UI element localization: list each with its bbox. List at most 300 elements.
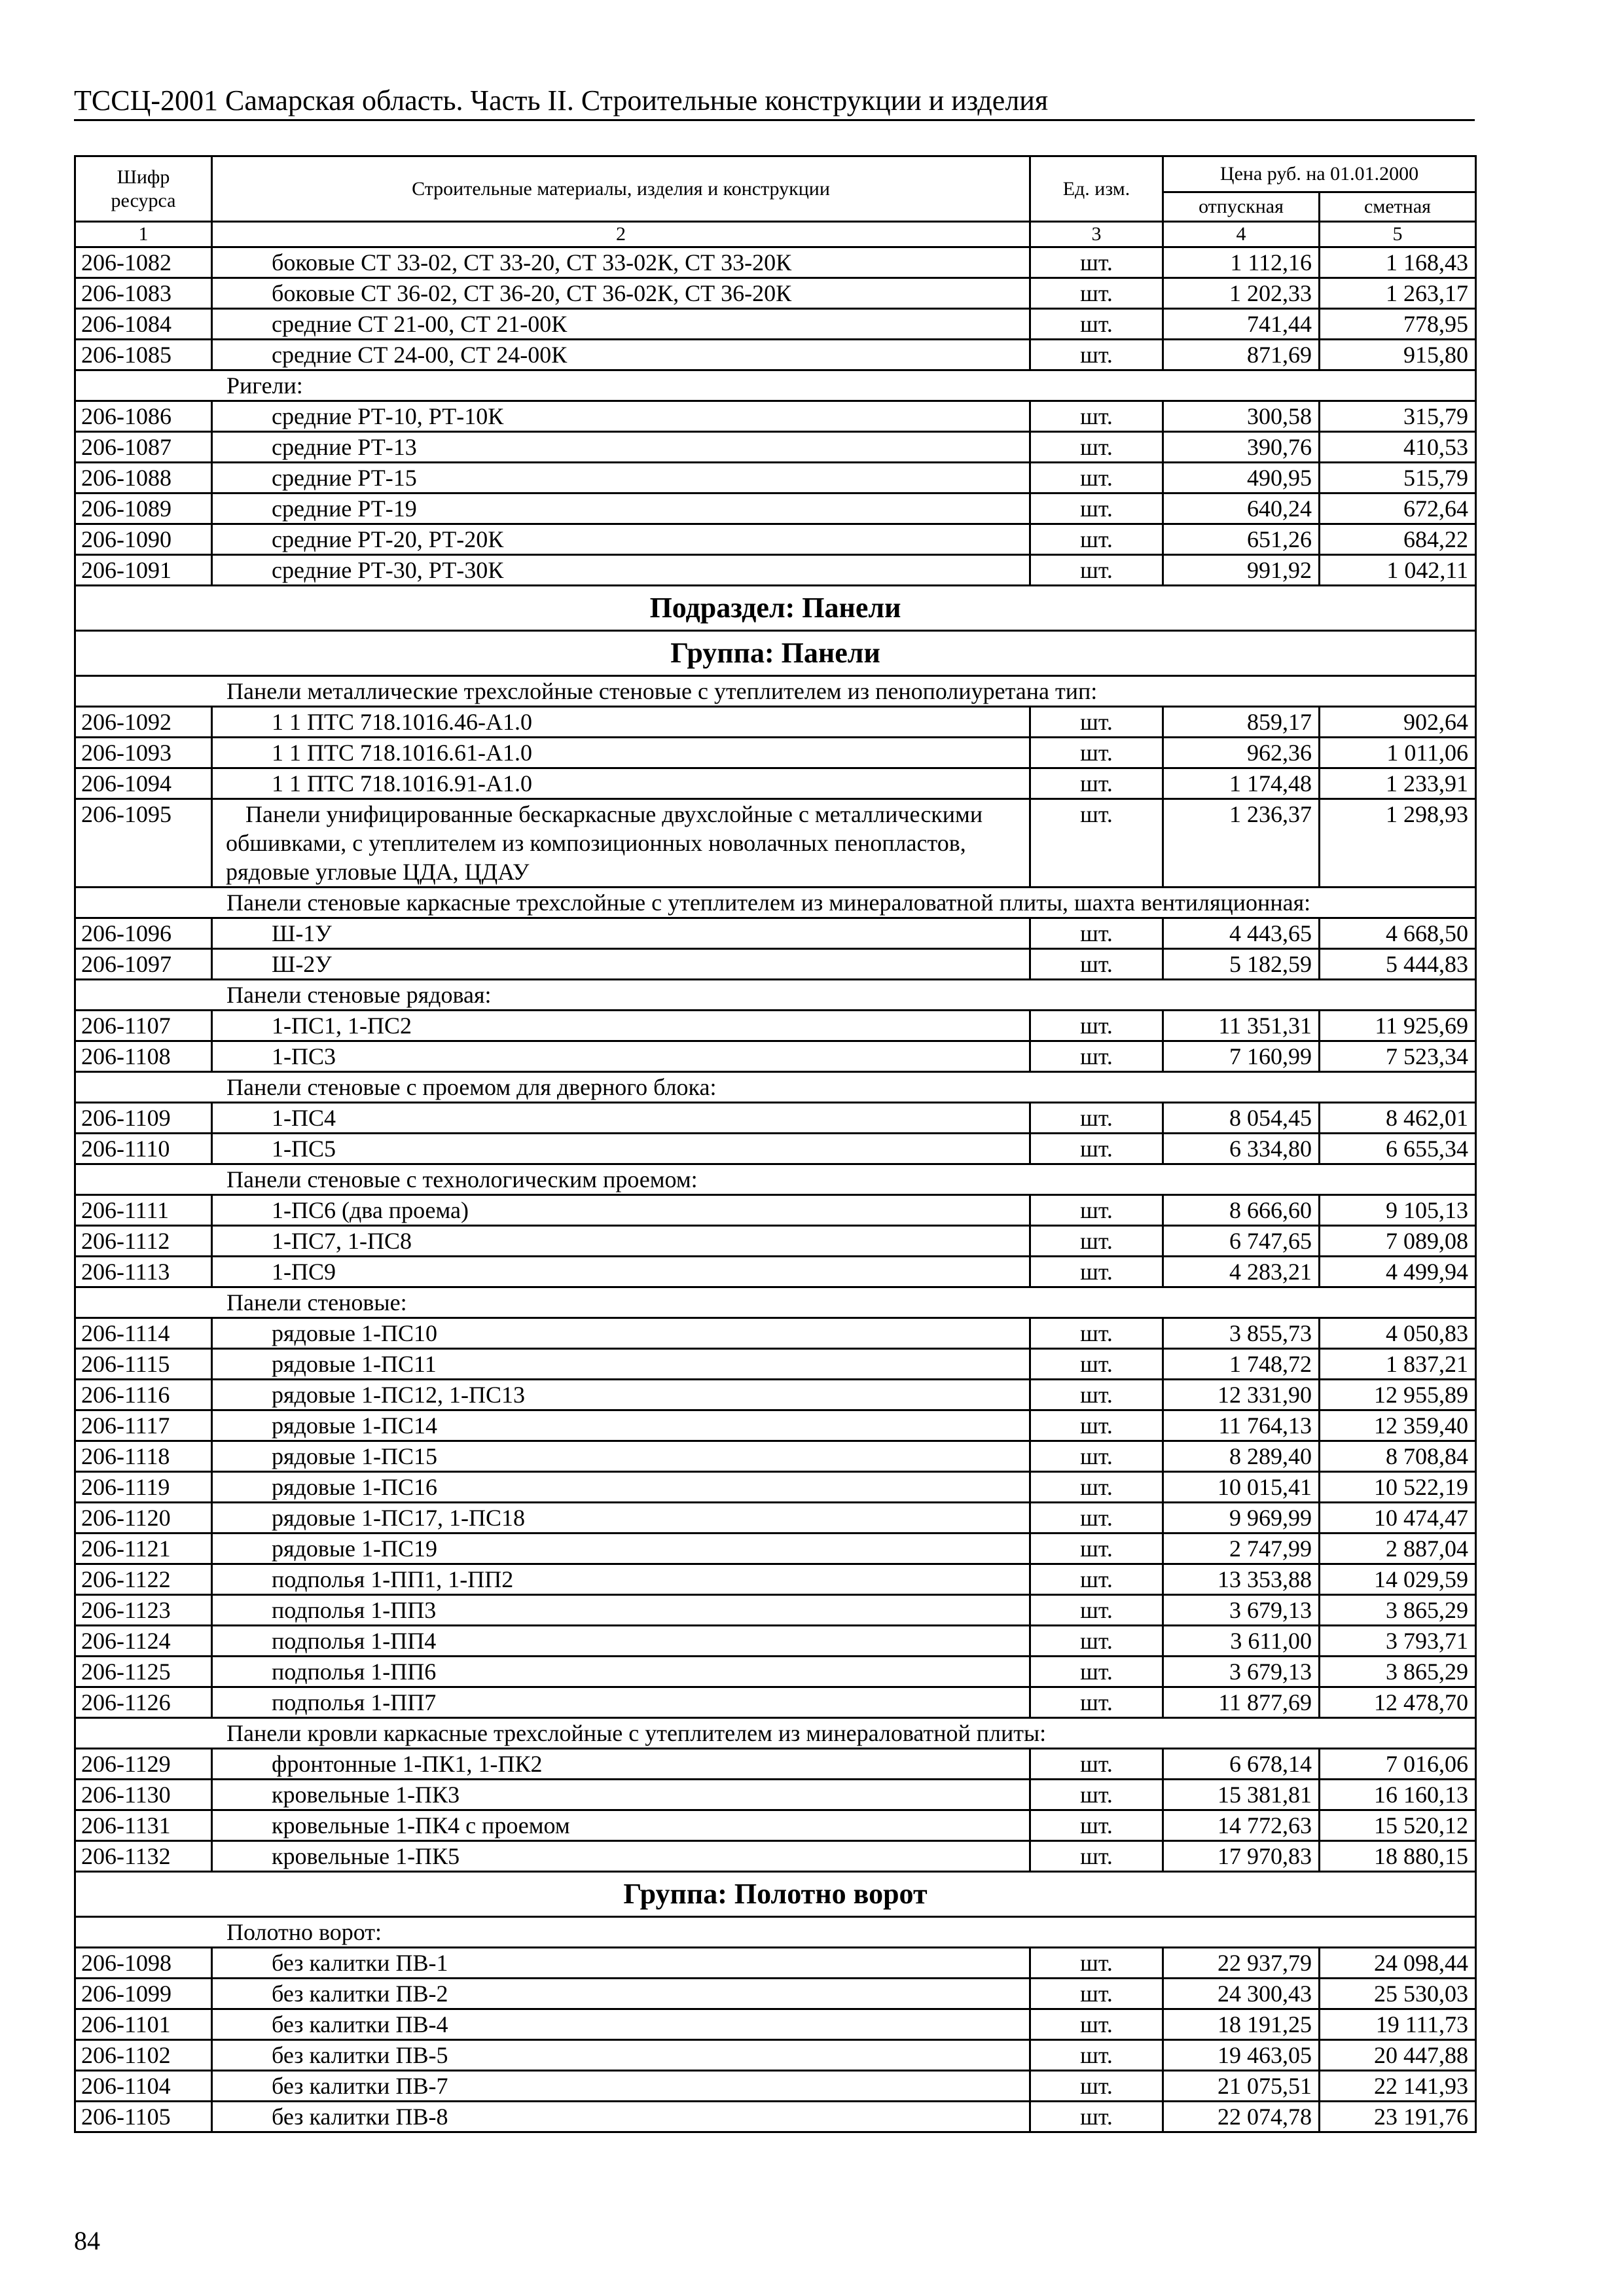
price-release: 991,92	[1163, 555, 1320, 586]
subgroup-row	[75, 1917, 1476, 1948]
resource-code: 206-1117	[75, 1410, 212, 1441]
item-name: средние РТ-19	[212, 493, 1030, 524]
table-row	[75, 1257, 1476, 1287]
resource-code: 206-1122	[75, 1564, 212, 1595]
price-release: 15 381,81	[1163, 1780, 1320, 1810]
price-estimate: 672,64	[1320, 493, 1476, 524]
resource-code: 206-1132	[75, 1841, 212, 1872]
table-row	[75, 2102, 1476, 2132]
resource-code: 206-1109	[75, 1103, 212, 1134]
resource-code: 206-1112	[75, 1226, 212, 1257]
unit: шт.	[1030, 555, 1163, 586]
unit: шт.	[1030, 493, 1163, 524]
resource-code: 206-1085	[75, 340, 212, 370]
price-estimate: 12 359,40	[1320, 1410, 1476, 1441]
unit: шт.	[1030, 1380, 1163, 1410]
price-estimate: 2 887,04	[1320, 1534, 1476, 1564]
price-estimate: 1 042,11	[1320, 555, 1476, 586]
price-release: 11 351,31	[1163, 1011, 1320, 1041]
resource-code: 206-1098	[75, 1948, 212, 1979]
subgroup-title: Панели стеновые с технологическим проемом:	[75, 1164, 1476, 1195]
resource-code: 206-1104	[75, 2071, 212, 2102]
resource-code: 206-1091	[75, 555, 212, 586]
table-row	[75, 555, 1476, 586]
unit: шт.	[1030, 707, 1163, 738]
table-row	[75, 1595, 1476, 1626]
price-release: 962,36	[1163, 738, 1320, 768]
item-name: 1-ПС3	[212, 1041, 1030, 1072]
price-estimate: 19 111,73	[1320, 2009, 1476, 2040]
resource-code: 206-1108	[75, 1041, 212, 1072]
price-release: 5 182,59	[1163, 949, 1320, 980]
resource-code: 206-1097	[75, 949, 212, 980]
table-row	[75, 1503, 1476, 1534]
unit: шт.	[1030, 278, 1163, 309]
column-number: 2	[212, 222, 1030, 247]
table-row	[75, 1948, 1476, 1979]
item-name: 1-ПС6 (два проема)	[212, 1195, 1030, 1226]
column-header-code: Шифр ресурса	[75, 156, 212, 222]
table-row	[75, 340, 1476, 370]
item-name: подполья 1-ПП7	[212, 1687, 1030, 1718]
unit: шт.	[1030, 1257, 1163, 1287]
item-name: рядовые 1-ПС19	[212, 1534, 1030, 1564]
item-name: Ш-2У	[212, 949, 1030, 980]
resource-code: 206-1107	[75, 1011, 212, 1041]
subgroup-title: Панели стеновые:	[75, 1287, 1476, 1318]
item-name: рядовые 1-ПС14	[212, 1410, 1030, 1441]
resource-code: 206-1120	[75, 1503, 212, 1534]
item-name: подполья 1-ПП6	[212, 1657, 1030, 1687]
item-name: рядовые 1-ПС12, 1-ПС13	[212, 1380, 1030, 1410]
table-row	[75, 768, 1476, 799]
unit: шт.	[1030, 949, 1163, 980]
section-row	[75, 586, 1476, 631]
price-estimate: 778,95	[1320, 309, 1476, 340]
price-estimate: 4 050,83	[1320, 1318, 1476, 1349]
resource-code: 206-1110	[75, 1134, 212, 1164]
resource-code: 206-1102	[75, 2040, 212, 2071]
price-estimate: 11 925,69	[1320, 1011, 1476, 1041]
item-name: фронтонные 1-ПК1, 1-ПК2	[212, 1749, 1030, 1780]
table-row	[75, 1780, 1476, 1810]
section-title: Подраздел: Панели	[75, 586, 1476, 631]
price-estimate: 10 474,47	[1320, 1503, 1476, 1534]
unit: шт.	[1030, 1749, 1163, 1780]
unit: шт.	[1030, 432, 1163, 463]
item-name: Панели унифицированные бескаркасные двухслойные с металлическими обшивками, с утеплителем из композиционных новолачных пенопластов, рядовые угловые ЦДА, ЦДАУ	[212, 799, 1030, 888]
item-name: боковые СТ 33-02, СТ 33-20, СТ 33-02К, СТ 33-20К	[212, 247, 1030, 278]
item-name: без калитки ПВ-5	[212, 2040, 1030, 2071]
price-estimate: 12 478,70	[1320, 1687, 1476, 1718]
price-estimate: 8 462,01	[1320, 1103, 1476, 1134]
price-estimate: 684,22	[1320, 524, 1476, 555]
item-name: рядовые 1-ПС15	[212, 1441, 1030, 1472]
price-estimate: 7 089,08	[1320, 1226, 1476, 1257]
price-release: 3 855,73	[1163, 1318, 1320, 1349]
price-estimate: 23 191,76	[1320, 2102, 1476, 2132]
section-row	[75, 1872, 1476, 1917]
unit: шт.	[1030, 2071, 1163, 2102]
resource-code: 206-1130	[75, 1780, 212, 1810]
unit: шт.	[1030, 401, 1163, 432]
table-row	[75, 2009, 1476, 2040]
subgroup-row	[75, 1072, 1476, 1103]
item-name: средние СТ 21-00, СТ 21-00К	[212, 309, 1030, 340]
price-estimate: 1 837,21	[1320, 1349, 1476, 1380]
table-row	[75, 247, 1476, 278]
price-release: 871,69	[1163, 340, 1320, 370]
resource-code: 206-1125	[75, 1657, 212, 1687]
item-name: 1 1 ПТС 718.1016.61-А1.0	[212, 738, 1030, 768]
price-release: 859,17	[1163, 707, 1320, 738]
item-name: 1-ПС5	[212, 1134, 1030, 1164]
column-numbers-row	[75, 222, 1476, 247]
price-release: 3 611,00	[1163, 1626, 1320, 1657]
unit: шт.	[1030, 799, 1163, 888]
item-name: без калитки ПВ-2	[212, 1979, 1030, 2009]
unit: шт.	[1030, 1780, 1163, 1810]
price-estimate: 3 865,29	[1320, 1595, 1476, 1626]
unit: шт.	[1030, 1948, 1163, 1979]
price-estimate: 9 105,13	[1320, 1195, 1476, 1226]
price-estimate: 410,53	[1320, 432, 1476, 463]
subgroup-title: Панели стеновые каркасные трехслойные с утеплителем из минераловатной плиты, шахта вентиляционная:	[75, 888, 1476, 918]
price-release: 1 236,37	[1163, 799, 1320, 888]
table-row	[75, 1810, 1476, 1841]
title-divider	[74, 119, 1475, 121]
item-name: кровельные 1-ПК5	[212, 1841, 1030, 1872]
price-estimate: 16 160,13	[1320, 1780, 1476, 1810]
table-row	[75, 1979, 1476, 2009]
item-name: без калитки ПВ-8	[212, 2102, 1030, 2132]
section-row	[75, 631, 1476, 676]
resource-code: 206-1094	[75, 768, 212, 799]
unit: шт.	[1030, 918, 1163, 949]
price-estimate: 14 029,59	[1320, 1564, 1476, 1595]
item-name: средние РТ-30, РТ-30К	[212, 555, 1030, 586]
price-release: 19 463,05	[1163, 2040, 1320, 2071]
subgroup-row	[75, 676, 1476, 707]
table-row	[75, 309, 1476, 340]
price-estimate: 1 011,06	[1320, 738, 1476, 768]
price-release: 8 666,60	[1163, 1195, 1320, 1226]
unit: шт.	[1030, 1687, 1163, 1718]
price-release: 11 764,13	[1163, 1410, 1320, 1441]
column-header-name: Строительные материалы, изделия и конструкции	[212, 156, 1030, 222]
price-release: 8 054,45	[1163, 1103, 1320, 1134]
price-release: 22 937,79	[1163, 1948, 1320, 1979]
price-release: 21 075,51	[1163, 2071, 1320, 2102]
unit: шт.	[1030, 1226, 1163, 1257]
unit: шт.	[1030, 1595, 1163, 1626]
unit: шт.	[1030, 1441, 1163, 1472]
table-row	[75, 1687, 1476, 1718]
table-row	[75, 1195, 1476, 1226]
item-name: средние РТ-20, РТ-20К	[212, 524, 1030, 555]
item-name: боковые СТ 36-02, СТ 36-20, СТ 36-02К, СТ 36-20К	[212, 278, 1030, 309]
item-name: подполья 1-ПП4	[212, 1626, 1030, 1657]
item-name: 1 1 ПТС 718.1016.46-А1.0	[212, 707, 1030, 738]
price-estimate: 3 793,71	[1320, 1626, 1476, 1657]
column-number: 5	[1320, 222, 1476, 247]
table-row	[75, 432, 1476, 463]
resource-code: 206-1090	[75, 524, 212, 555]
price-release: 4 283,21	[1163, 1257, 1320, 1287]
price-release: 390,76	[1163, 432, 1320, 463]
price-release: 12 331,90	[1163, 1380, 1320, 1410]
column-header-price: Цена руб. на 01.01.2000	[1163, 156, 1476, 192]
subgroup-title: Полотно ворот:	[75, 1917, 1476, 1948]
price-release: 17 970,83	[1163, 1841, 1320, 1872]
unit: шт.	[1030, 1041, 1163, 1072]
table-row	[75, 1534, 1476, 1564]
subgroup-row	[75, 1164, 1476, 1195]
item-name: без калитки ПВ-1	[212, 1948, 1030, 1979]
table-row	[75, 2040, 1476, 2071]
item-name: Ш-1У	[212, 918, 1030, 949]
price-estimate: 5 444,83	[1320, 949, 1476, 980]
item-name: рядовые 1-ПС17, 1-ПС18	[212, 1503, 1030, 1534]
column-number: 4	[1163, 222, 1320, 247]
unit: шт.	[1030, 1349, 1163, 1380]
table-row	[75, 493, 1476, 524]
table-row	[75, 278, 1476, 309]
price-release: 6 678,14	[1163, 1749, 1320, 1780]
table-row	[75, 1749, 1476, 1780]
price-estimate: 6 655,34	[1320, 1134, 1476, 1164]
price-estimate: 902,64	[1320, 707, 1476, 738]
column-number: 3	[1030, 222, 1163, 247]
price-estimate: 315,79	[1320, 401, 1476, 432]
price-release: 741,44	[1163, 309, 1320, 340]
unit: шт.	[1030, 309, 1163, 340]
unit: шт.	[1030, 1472, 1163, 1503]
resource-code: 206-1111	[75, 1195, 212, 1226]
resource-code: 206-1131	[75, 1810, 212, 1841]
resource-code: 206-1087	[75, 432, 212, 463]
price-estimate: 20 447,88	[1320, 2040, 1476, 2071]
price-estimate: 10 522,19	[1320, 1472, 1476, 1503]
price-release: 640,24	[1163, 493, 1320, 524]
price-release: 24 300,43	[1163, 1979, 1320, 2009]
unit: шт.	[1030, 1979, 1163, 2009]
unit: шт.	[1030, 524, 1163, 555]
price-estimate: 515,79	[1320, 463, 1476, 493]
subgroup-row	[75, 1287, 1476, 1318]
table-row	[75, 1380, 1476, 1410]
column-header-price-release: отпускная	[1163, 192, 1320, 222]
table-row	[75, 2071, 1476, 2102]
resource-code: 206-1114	[75, 1318, 212, 1349]
resource-code: 206-1092	[75, 707, 212, 738]
subgroup-title: Панели стеновые рядовая:	[75, 980, 1476, 1011]
section-title: Группа: Полотно ворот	[75, 1872, 1476, 1917]
resource-code: 206-1084	[75, 309, 212, 340]
resource-code: 206-1083	[75, 278, 212, 309]
table-row	[75, 1472, 1476, 1503]
table-row	[75, 949, 1476, 980]
section-title: Группа: Панели	[75, 631, 1476, 676]
price-release: 1 202,33	[1163, 278, 1320, 309]
price-estimate: 24 098,44	[1320, 1948, 1476, 1979]
table-row	[75, 707, 1476, 738]
price-estimate: 1 233,91	[1320, 768, 1476, 799]
resource-code: 206-1113	[75, 1257, 212, 1287]
table-row	[75, 1318, 1476, 1349]
table-row	[75, 1564, 1476, 1595]
item-name: 1-ПС9	[212, 1257, 1030, 1287]
table-row	[75, 401, 1476, 432]
item-name: рядовые 1-ПС11	[212, 1349, 1030, 1380]
unit: шт.	[1030, 1011, 1163, 1041]
price-release: 1 748,72	[1163, 1349, 1320, 1380]
resource-code: 206-1093	[75, 738, 212, 768]
unit: шт.	[1030, 2009, 1163, 2040]
subgroup-title: Панели металлические трехслойные стеновые с утеплителем из пенополиуретана тип:	[75, 676, 1476, 707]
price-release: 490,95	[1163, 463, 1320, 493]
resource-code: 206-1099	[75, 1979, 212, 2009]
price-release: 22 074,78	[1163, 2102, 1320, 2132]
item-name: подполья 1-ПП3	[212, 1595, 1030, 1626]
resource-code: 206-1129	[75, 1749, 212, 1780]
unit: шт.	[1030, 1810, 1163, 1841]
price-release: 10 015,41	[1163, 1472, 1320, 1503]
price-release: 8 289,40	[1163, 1441, 1320, 1472]
unit: шт.	[1030, 1503, 1163, 1534]
table-row	[75, 1841, 1476, 1872]
price-release: 300,58	[1163, 401, 1320, 432]
item-name: кровельные 1-ПК4 с проемом	[212, 1810, 1030, 1841]
resource-code: 206-1089	[75, 493, 212, 524]
resource-code: 206-1088	[75, 463, 212, 493]
item-name: средние СТ 24-00, СТ 24-00К	[212, 340, 1030, 370]
unit: шт.	[1030, 340, 1163, 370]
table-row	[75, 1349, 1476, 1380]
column-header-price-estimate: сметная	[1320, 192, 1476, 222]
unit: шт.	[1030, 463, 1163, 493]
unit: шт.	[1030, 1318, 1163, 1349]
table-row	[75, 1226, 1476, 1257]
price-estimate: 15 520,12	[1320, 1810, 1476, 1841]
resource-code: 206-1119	[75, 1472, 212, 1503]
price-release: 3 679,13	[1163, 1657, 1320, 1687]
price-estimate: 3 865,29	[1320, 1657, 1476, 1687]
unit: шт.	[1030, 1134, 1163, 1164]
price-table	[74, 155, 1477, 2133]
table-row	[75, 463, 1476, 493]
price-estimate: 4 668,50	[1320, 918, 1476, 949]
table-row	[75, 1441, 1476, 1472]
price-estimate: 7 523,34	[1320, 1041, 1476, 1072]
table-body	[75, 247, 1476, 2132]
resource-code: 206-1118	[75, 1441, 212, 1472]
price-release: 7 160,99	[1163, 1041, 1320, 1072]
subgroup-row	[75, 1718, 1476, 1749]
item-name: рядовые 1-ПС16	[212, 1472, 1030, 1503]
subgroup-title: Ригели:	[75, 370, 1476, 401]
table-row	[75, 738, 1476, 768]
price-release: 4 443,65	[1163, 918, 1320, 949]
price-estimate: 4 499,94	[1320, 1257, 1476, 1287]
unit: шт.	[1030, 1410, 1163, 1441]
item-name: без калитки ПВ-4	[212, 2009, 1030, 2040]
price-release: 6 334,80	[1163, 1134, 1320, 1164]
price-estimate: 1 168,43	[1320, 247, 1476, 278]
table-row	[75, 1134, 1476, 1164]
subgroup-title: Панели стеновые с проемом для дверного блока:	[75, 1072, 1476, 1103]
resource-code: 206-1115	[75, 1349, 212, 1380]
unit: шт.	[1030, 1657, 1163, 1687]
item-name: 1 1 ПТС 718.1016.91-А1.0	[212, 768, 1030, 799]
price-estimate: 915,80	[1320, 340, 1476, 370]
item-name: подполья 1-ПП1, 1-ПП2	[212, 1564, 1030, 1595]
resource-code: 206-1101	[75, 2009, 212, 2040]
column-number: 1	[75, 222, 212, 247]
table-row	[75, 799, 1476, 888]
price-estimate: 7 016,06	[1320, 1749, 1476, 1780]
table-row	[75, 524, 1476, 555]
table-row	[75, 1410, 1476, 1441]
price-release: 14 772,63	[1163, 1810, 1320, 1841]
price-estimate: 25 530,03	[1320, 1979, 1476, 2009]
unit: шт.	[1030, 1534, 1163, 1564]
subgroup-row	[75, 980, 1476, 1011]
table-row	[75, 1103, 1476, 1134]
resource-code: 206-1124	[75, 1626, 212, 1657]
unit: шт.	[1030, 1103, 1163, 1134]
price-release: 3 679,13	[1163, 1595, 1320, 1626]
unit: шт.	[1030, 1564, 1163, 1595]
item-name: 1-ПС7, 1-ПС8	[212, 1226, 1030, 1257]
item-name: средние РТ-15	[212, 463, 1030, 493]
resource-code: 206-1096	[75, 918, 212, 949]
item-name: кровельные 1-ПК3	[212, 1780, 1030, 1810]
unit: шт.	[1030, 247, 1163, 278]
resource-code: 206-1095	[75, 799, 212, 888]
page-number: 84	[74, 2226, 100, 2255]
resource-code: 206-1121	[75, 1534, 212, 1564]
table-row	[75, 918, 1476, 949]
price-estimate: 1 263,17	[1320, 278, 1476, 309]
table-row	[75, 1657, 1476, 1687]
table-row	[75, 1626, 1476, 1657]
unit: шт.	[1030, 1626, 1163, 1657]
table-row	[75, 1011, 1476, 1041]
unit: шт.	[1030, 2040, 1163, 2071]
resource-code: 206-1116	[75, 1380, 212, 1410]
unit: шт.	[1030, 2102, 1163, 2132]
price-estimate: 1 298,93	[1320, 799, 1476, 888]
column-header-unit: Ед. изм.	[1030, 156, 1163, 222]
price-estimate: 18 880,15	[1320, 1841, 1476, 1872]
price-release: 11 877,69	[1163, 1687, 1320, 1718]
item-name: рядовые 1-ПС10	[212, 1318, 1030, 1349]
price-release: 1 174,48	[1163, 768, 1320, 799]
subgroup-row	[75, 370, 1476, 401]
price-estimate: 12 955,89	[1320, 1380, 1476, 1410]
price-estimate: 8 708,84	[1320, 1441, 1476, 1472]
table-row	[75, 1041, 1476, 1072]
price-release: 651,26	[1163, 524, 1320, 555]
price-release: 2 747,99	[1163, 1534, 1320, 1564]
price-release: 1 112,16	[1163, 247, 1320, 278]
price-release: 18 191,25	[1163, 2009, 1320, 2040]
unit: шт.	[1030, 1195, 1163, 1226]
unit: шт.	[1030, 768, 1163, 799]
resource-code: 206-1082	[75, 247, 212, 278]
resource-code: 206-1086	[75, 401, 212, 432]
